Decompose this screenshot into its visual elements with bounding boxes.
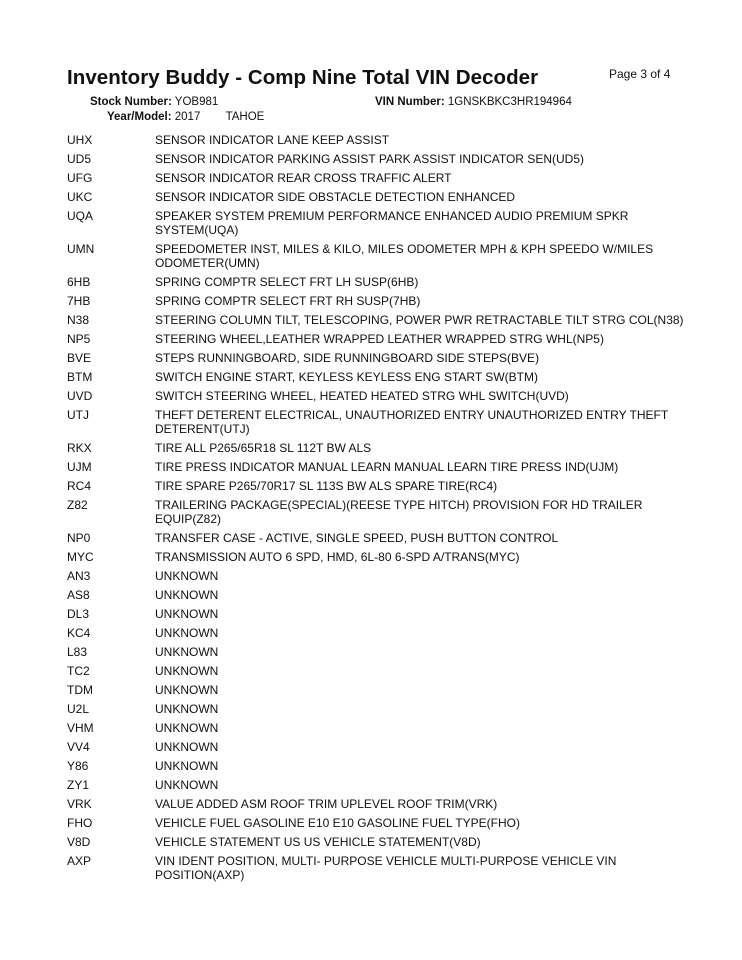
- option-row: [67, 626, 687, 640]
- option-code: NP5: [67, 332, 91, 346]
- option-row: [67, 190, 687, 204]
- option-code: UQA: [67, 209, 94, 223]
- option-row: [67, 740, 687, 754]
- option-code: UMN: [67, 242, 95, 256]
- option-description: TIRE PRESS INDICATOR MANUAL LEARN MANUAL LEARN TIRE PRESS IND(UJM): [155, 460, 619, 474]
- option-description: UNKNOWN: [155, 702, 219, 716]
- option-description: VEHICLE STATEMENT US US VEHICLE STATEMENT(V8D): [155, 835, 481, 849]
- option-description: UNKNOWN: [155, 645, 219, 659]
- option-row: [67, 721, 687, 735]
- option-row: [67, 351, 687, 365]
- option-row: [67, 152, 687, 166]
- option-description: SENSOR INDICATOR REAR CROSS TRAFFIC ALERT: [155, 171, 452, 185]
- option-row: [67, 854, 687, 882]
- option-row: [67, 664, 687, 678]
- option-code: DL3: [67, 607, 90, 621]
- option-code: BTM: [67, 370, 93, 384]
- vin-number: [375, 96, 572, 108]
- option-code: KC4: [67, 626, 91, 640]
- option-code-list: [67, 133, 687, 887]
- stock-number-label: Stock Number:: [90, 96, 172, 108]
- option-row: [67, 370, 687, 384]
- option-description: UNKNOWN: [155, 740, 219, 754]
- option-code: NP0: [67, 531, 91, 545]
- option-row: [67, 408, 687, 436]
- option-code: 6HB: [67, 275, 91, 289]
- option-code: BVE: [67, 351, 92, 365]
- option-code: L83: [67, 645, 88, 659]
- option-code: V8D: [67, 835, 91, 849]
- option-code: AXP: [67, 854, 92, 868]
- option-row: [67, 835, 687, 849]
- option-description: UNKNOWN: [155, 626, 219, 640]
- option-row: [67, 209, 687, 237]
- option-description: VEHICLE FUEL GASOLINE E10 E10 GASOLINE FUEL TYPE(FHO): [155, 816, 521, 830]
- option-description: TRAILERING PACKAGE(SPECIAL)(REESE TYPE HITCH) PROVISION FOR HD TRAILER EQUIP(Z82): [155, 498, 643, 526]
- option-row: [67, 607, 687, 621]
- option-code: UVD: [67, 389, 93, 403]
- option-code: UJM: [67, 460, 92, 474]
- option-code: UFG: [67, 171, 93, 185]
- option-description: SENSOR INDICATOR LANE KEEP ASSIST: [155, 133, 390, 147]
- option-description: SWITCH ENGINE START, KEYLESS KEYLESS ENG START SW(BTM): [155, 370, 538, 384]
- option-description: SPEEDOMETER INST, MILES & KILO, MILES ODOMETER MPH & KPH SPEEDO W/MILES ODOMETER(UMN): [155, 242, 654, 270]
- year-model-label: Year/Model:: [107, 111, 172, 123]
- option-row: [67, 702, 687, 716]
- option-code: VV4: [67, 740, 90, 754]
- option-description: TIRE SPARE P265/70R17 SL 113S BW ALS SPARE TIRE(RC4): [155, 479, 498, 493]
- option-code: UD5: [67, 152, 92, 166]
- option-row: [67, 313, 687, 327]
- option-row: [67, 479, 687, 493]
- vin-number-label: VIN Number:: [375, 96, 445, 108]
- year-model: [107, 111, 264, 123]
- stock-number-value: YOB981: [174, 96, 219, 108]
- option-row: [67, 242, 687, 270]
- option-code: N38: [67, 313, 90, 327]
- vin-number-value: 1GNSKBKC3HR194964: [447, 96, 572, 108]
- option-row: [67, 441, 687, 455]
- model-value: TAHOE: [225, 111, 265, 123]
- option-description: STEERING COLUMN TILT, TELESCOPING, POWER PWR RETRACTABLE TILT STRG COL(N38): [155, 313, 684, 327]
- option-row: [67, 133, 687, 147]
- option-code: AN3: [67, 569, 91, 583]
- option-description: SENSOR INDICATOR PARKING ASSIST PARK ASSIST INDICATOR SEN(UD5): [155, 152, 584, 166]
- option-description: VIN IDENT POSITION, MULTI- PURPOSE VEHICLE MULTI-PURPOSE VEHICLE VIN POSITION(AXP): [155, 854, 617, 882]
- option-description: UNKNOWN: [155, 683, 219, 697]
- option-code: UKC: [67, 190, 93, 204]
- option-row: [67, 797, 687, 811]
- page-number: Page 3 of 4: [609, 67, 671, 81]
- option-row: [67, 332, 687, 346]
- option-row: [67, 531, 687, 545]
- option-row: [67, 569, 687, 583]
- option-code: Z82: [67, 498, 88, 512]
- option-row: [67, 294, 687, 308]
- option-code: RC4: [67, 479, 92, 493]
- option-description: UNKNOWN: [155, 607, 219, 621]
- option-row: [67, 550, 687, 564]
- option-description: TRANSMISSION AUTO 6 SPD, HMD, 6L-80 6-SPD A/TRANS(MYC): [155, 550, 520, 564]
- option-row: [67, 460, 687, 474]
- option-description: UNKNOWN: [155, 664, 219, 678]
- option-row: [67, 389, 687, 403]
- option-row: [67, 683, 687, 697]
- option-code: VRK: [67, 797, 92, 811]
- option-code: TDM: [67, 683, 93, 697]
- option-row: [67, 588, 687, 602]
- option-description: TRANSFER CASE - ACTIVE, SINGLE SPEED, PUSH BUTTON CONTROL: [155, 531, 559, 545]
- option-description: UNKNOWN: [155, 778, 219, 792]
- option-description: SENSOR INDICATOR SIDE OBSTACLE DETECTION ENHANCED: [155, 190, 516, 204]
- option-row: [67, 498, 687, 526]
- option-code: MYC: [67, 550, 94, 564]
- option-row: [67, 171, 687, 185]
- option-row: [67, 816, 687, 830]
- option-description: THEFT DETERENT ELECTRICAL, UNAUTHORIZED ENTRY UNAUTHORIZED ENTRY THEFT DETERENT(UTJ): [155, 408, 668, 436]
- stock-number: [90, 96, 218, 108]
- option-code: FHO: [67, 816, 93, 830]
- option-description: UNKNOWN: [155, 759, 219, 773]
- option-code: U2L: [67, 702, 90, 716]
- option-description: STEPS RUNNINGBOARD, SIDE RUNNINGBOARD SIDE STEPS(BVE): [155, 351, 540, 365]
- option-code: VHM: [67, 721, 94, 735]
- option-row: [67, 645, 687, 659]
- option-code: AS8: [67, 588, 90, 602]
- year-value: 2017: [174, 111, 201, 123]
- option-description: TIRE ALL P265/65R18 SL 112T BW ALS: [155, 441, 372, 455]
- option-description: STEERING WHEEL,LEATHER WRAPPED LEATHER WRAPPED STRG WHL(NP5): [155, 332, 604, 346]
- option-description: UNKNOWN: [155, 569, 219, 583]
- option-row: [67, 759, 687, 773]
- option-code: 7HB: [67, 294, 91, 308]
- option-description: VALUE ADDED ASM ROOF TRIM UPLEVEL ROOF TRIM(VRK): [155, 797, 498, 811]
- option-code: RKX: [67, 441, 92, 455]
- option-code: TC2: [67, 664, 90, 678]
- option-description: SPEAKER SYSTEM PREMIUM PERFORMANCE ENHANCED AUDIO PREMIUM SPKR SYSTEM(UQA): [155, 209, 629, 237]
- option-description: SWITCH STEERING WHEEL, HEATED HEATED STRG WHL SWITCH(UVD): [155, 389, 569, 403]
- option-code: ZY1: [67, 778, 90, 792]
- option-row: [67, 275, 687, 289]
- option-description: UNKNOWN: [155, 588, 219, 602]
- option-code: Y86: [67, 759, 89, 773]
- option-row: [67, 778, 687, 792]
- option-description: SPRING COMPTR SELECT FRT RH SUSP(7HB): [155, 294, 421, 308]
- option-code: UTJ: [67, 408, 89, 422]
- option-description: SPRING COMPTR SELECT FRT LH SUSP(6HB): [155, 275, 419, 289]
- document-title: Inventory Buddy - Comp Nine Total VIN Decoder: [67, 66, 539, 89]
- option-description: UNKNOWN: [155, 721, 219, 735]
- option-code: UHX: [67, 133, 93, 147]
